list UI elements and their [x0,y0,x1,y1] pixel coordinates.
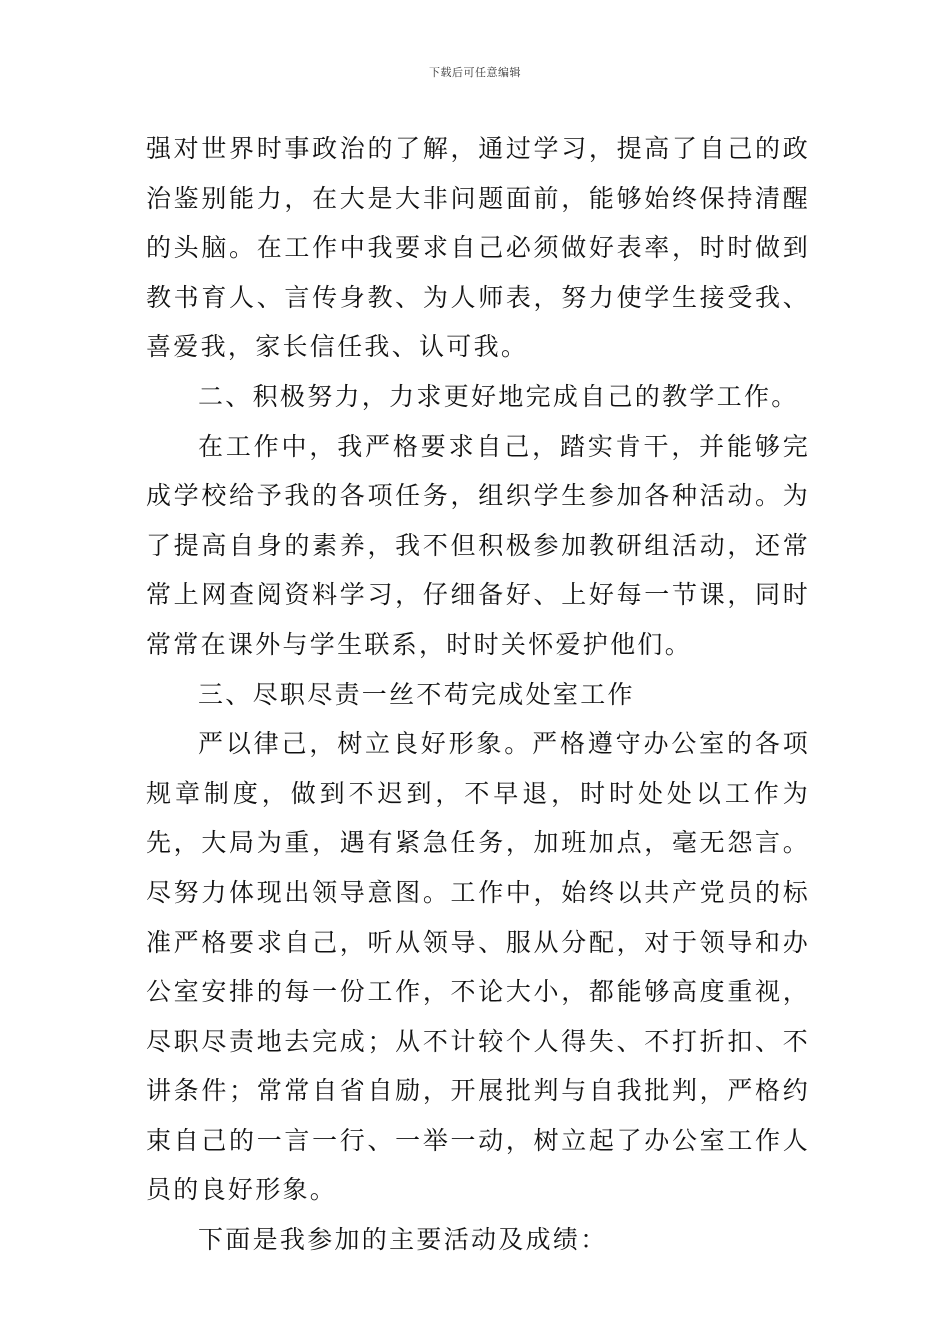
paragraph-office-work: 严以律己，树立良好形象。严格遵守办公室的各项规章制度，做到不迟到，不早退，时时处处以工作为先，大局为重，遇有紧急任务，加班加点，毫无怨言。尽努力体现出领导意图。工作中，始终以共产党员的标准严格要求自己，听从领导、服从分配，对于领导和办公室安排的每一份工作，不论大小，都能够高度重视，尽职尽责地去完成；从不计较个人得失、不打折扣、不讲条件；常常自省自励，开展批判与自我批判，严格约束自己的一言一行、一举一动，树立起了办公室工作人员的良好形象。 [146,729,810,1205]
document-body [146,124,810,1265]
paragraph-activities-intro: 下面是我参加的主要活动及成绩： [198,1225,608,1255]
paragraph-teaching-work: 在工作中，我严格要求自己，踏实肯干，并能够完成学校给予我的各项任务，组织学生参加各种活动。为了提高自身的素养，我不但积极参加教研组活动，还常常上网查阅资料学习，仔细备好、上好每一节课，同时常常在课外与学生联系，时时关怀爱护他们。 [146,431,810,659]
paragraph-continuation: 强对世界时事政治的了解，通过学习，提高了自己的政治鉴别能力，在大是大非问题面前，能够始终保持清醒的头脑。在工作中我要求自己必须做好表率，时时做到教书育人、言传身教、为人师表，努力使学生接受我、喜爱我，家长信任我、认可我。 [146,134,810,362]
section-heading-three: 三、尽职尽责一丝不苟完成处室工作 [198,679,635,709]
page-header: 下载后可任意编辑 [429,66,521,79]
section-heading-two: 二、积极努力，力求更好地完成自己的教学工作。 [198,381,799,411]
